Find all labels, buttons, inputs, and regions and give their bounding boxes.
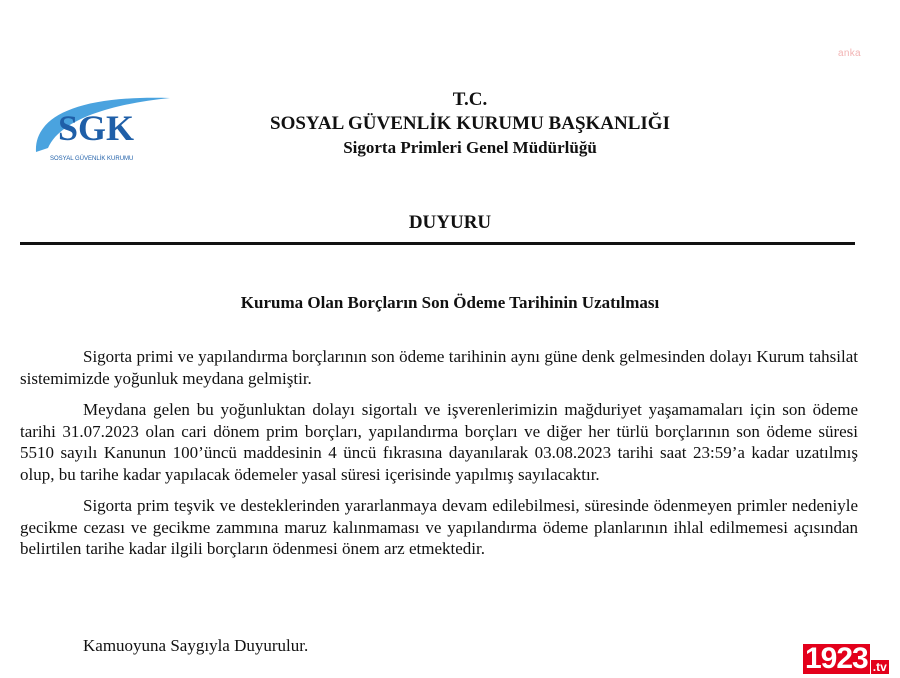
brand-suffix: .tv [872,660,887,674]
paragraph-2: Meydana gelen bu yoğunluktan dolayı sigortalı ve işverenlerimizin mağduriyet yaşamamaları için son ödeme tarihi 31.07.2023 olan cari dönem prim borçları, yapılandırma borçları ve diğer her türlü borçlarının son ödeme süresi 5510 sayılı Kanunun 100’üncü maddesinin 4 üncü fıkrasına dayanılarak 03.08.2023 tarihi saat 23:59’a kadar uzatılmış olup, bu tarihe kadar yapılacak ödemeler yasal süresi içerisinde yapılmış sayılacaktır. [20,400,858,484]
announcement-body [20,346,858,570]
paragraph-1: Sigorta primi ve yapılandırma borçlarının son ödeme tarihinin aynı güne denk gelmesinden dolayı Kurum tahsilat sistemimizde yoğunluk meydana gelmiştir. [20,347,858,388]
paragraph-3: Sigorta prim teşvik ve desteklerinden yararlanmaya devam edilebilmesi, süresinde ödenmeyen primler nedeniyle gecikme cezası ve gecikme zammına maruz kalınmaması ve yapılandırma ödeme planlarının ihlal edilmemesi açısından belirtilen tarihe kadar ilgili borçların ödenmesi önem arz etmektedir. [20,496,858,558]
subject-title: Kuruma Olan Borçların Son Ödeme Tarihinin Uzatılması [240,293,660,312]
header-tc: T.C. [452,89,488,110]
header-divider [20,242,855,245]
brand-number: 1923 [805,642,868,675]
header-institution: SOSYAL GÜVENLİK KURUMU BAŞKANLIĞI [270,113,670,134]
1923tv-logo [803,644,889,674]
anka-watermark: anka [838,48,861,59]
sgk-logo [30,90,180,170]
logo-subtext: SOSYAL GÜVENLİK KURUMU [50,156,134,162]
letterhead [210,88,730,160]
document-type: DUYURU [408,212,492,233]
closing-line: Kamuoyuna Saygıyla Duyurulur. [83,636,309,655]
logo-sgk-text: SGK [58,108,135,148]
header-directorate: Sigorta Primleri Genel Müdürlüğü [343,138,597,157]
